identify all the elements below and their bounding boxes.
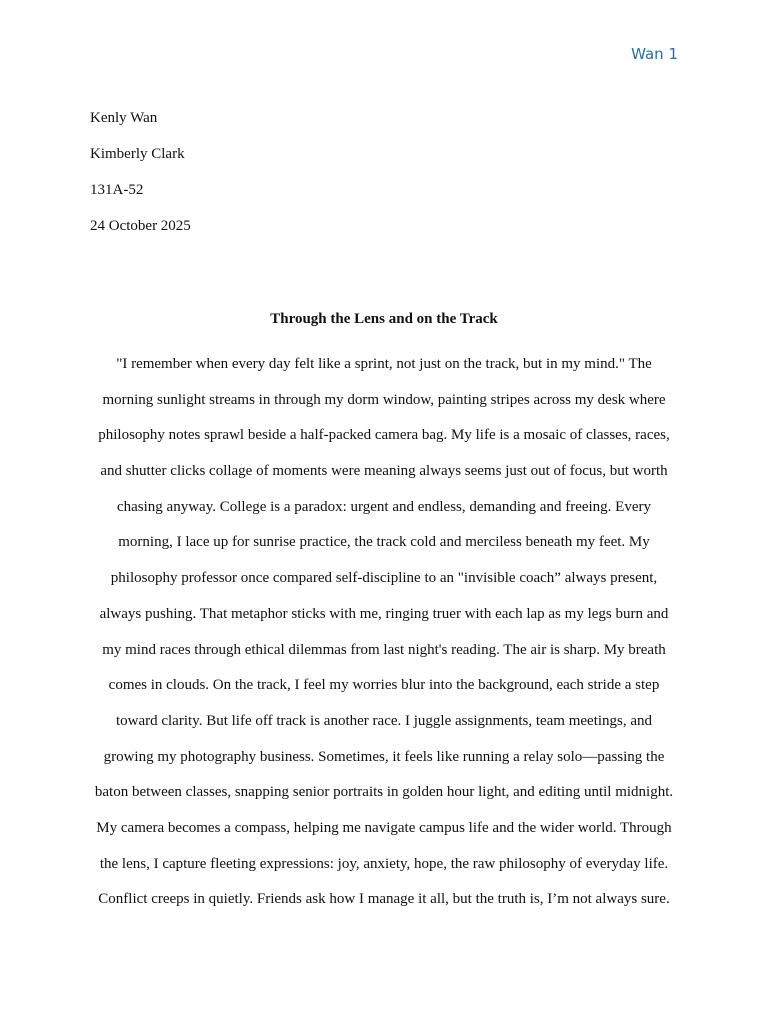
instructor-name: Kimberly Clark	[90, 146, 185, 162]
body-line: comes in clouds. On the track, I feel my worries blur into the background, each stride a step	[108, 677, 660, 694]
body-line: and shutter clicks collage of moments were meaning always seems just out of focus, but worth	[100, 463, 668, 480]
body-line: the lens, I capture fleeting expressions: joy, anxiety, hope, the raw philosophy of everyday life.	[99, 855, 669, 872]
body-line: My camera becomes a compass, helping me navigate campus life and the wider world. Through	[96, 819, 672, 836]
running-header-page-number: Wan 1	[631, 45, 678, 63]
body-line: toward clarity. But life off track is another race. I juggle assignments, team meetings, and	[115, 712, 653, 729]
body-line: morning, I lace up for sunrise practice, the track cold and merciless beneath my feet. My	[118, 534, 650, 551]
body-line: philosophy notes sprawl beside a half-packed camera bag. My life is a mosaic of classes, races,	[98, 427, 670, 444]
essay-title: Through the Lens and on the Track	[270, 311, 498, 327]
body-line: chasing anyway. College is a paradox: urgent and endless, demanding and freeing. Every	[116, 498, 651, 515]
body-line: always pushing. That metaphor sticks with me, ringing truer with each lap as my legs burn and	[99, 605, 669, 622]
body-line: growing my photography business. Sometimes, it feels like running a relay solo—passing the	[103, 748, 665, 765]
body-line: baton between classes, snapping senior portraits in golden hour light, and editing until midnight.	[94, 784, 674, 801]
essay-body	[90, 354, 678, 925]
mla-heading-block	[90, 108, 191, 252]
body-line: my mind races through ethical dilemmas from last night's reading. The air is sharp. My breath	[102, 641, 666, 658]
course-number: 131A-52	[90, 182, 144, 198]
body-line: philosophy professor once compared self-discipline to an "invisible coach” always present,	[110, 570, 658, 587]
student-name: Kenly Wan	[90, 110, 158, 126]
submission-date: 24 October 2025	[90, 218, 191, 234]
body-line: morning sunlight streams in through my dorm window, painting stripes across my desk where	[102, 391, 666, 408]
body-line: "I remember when every day felt like a sprint, not just on the track, but in my mind." The	[116, 356, 652, 372]
body-line: Conflict creeps in quietly. Friends ask how I manage it all, but the truth is, I’m not always sure.	[98, 891, 670, 908]
